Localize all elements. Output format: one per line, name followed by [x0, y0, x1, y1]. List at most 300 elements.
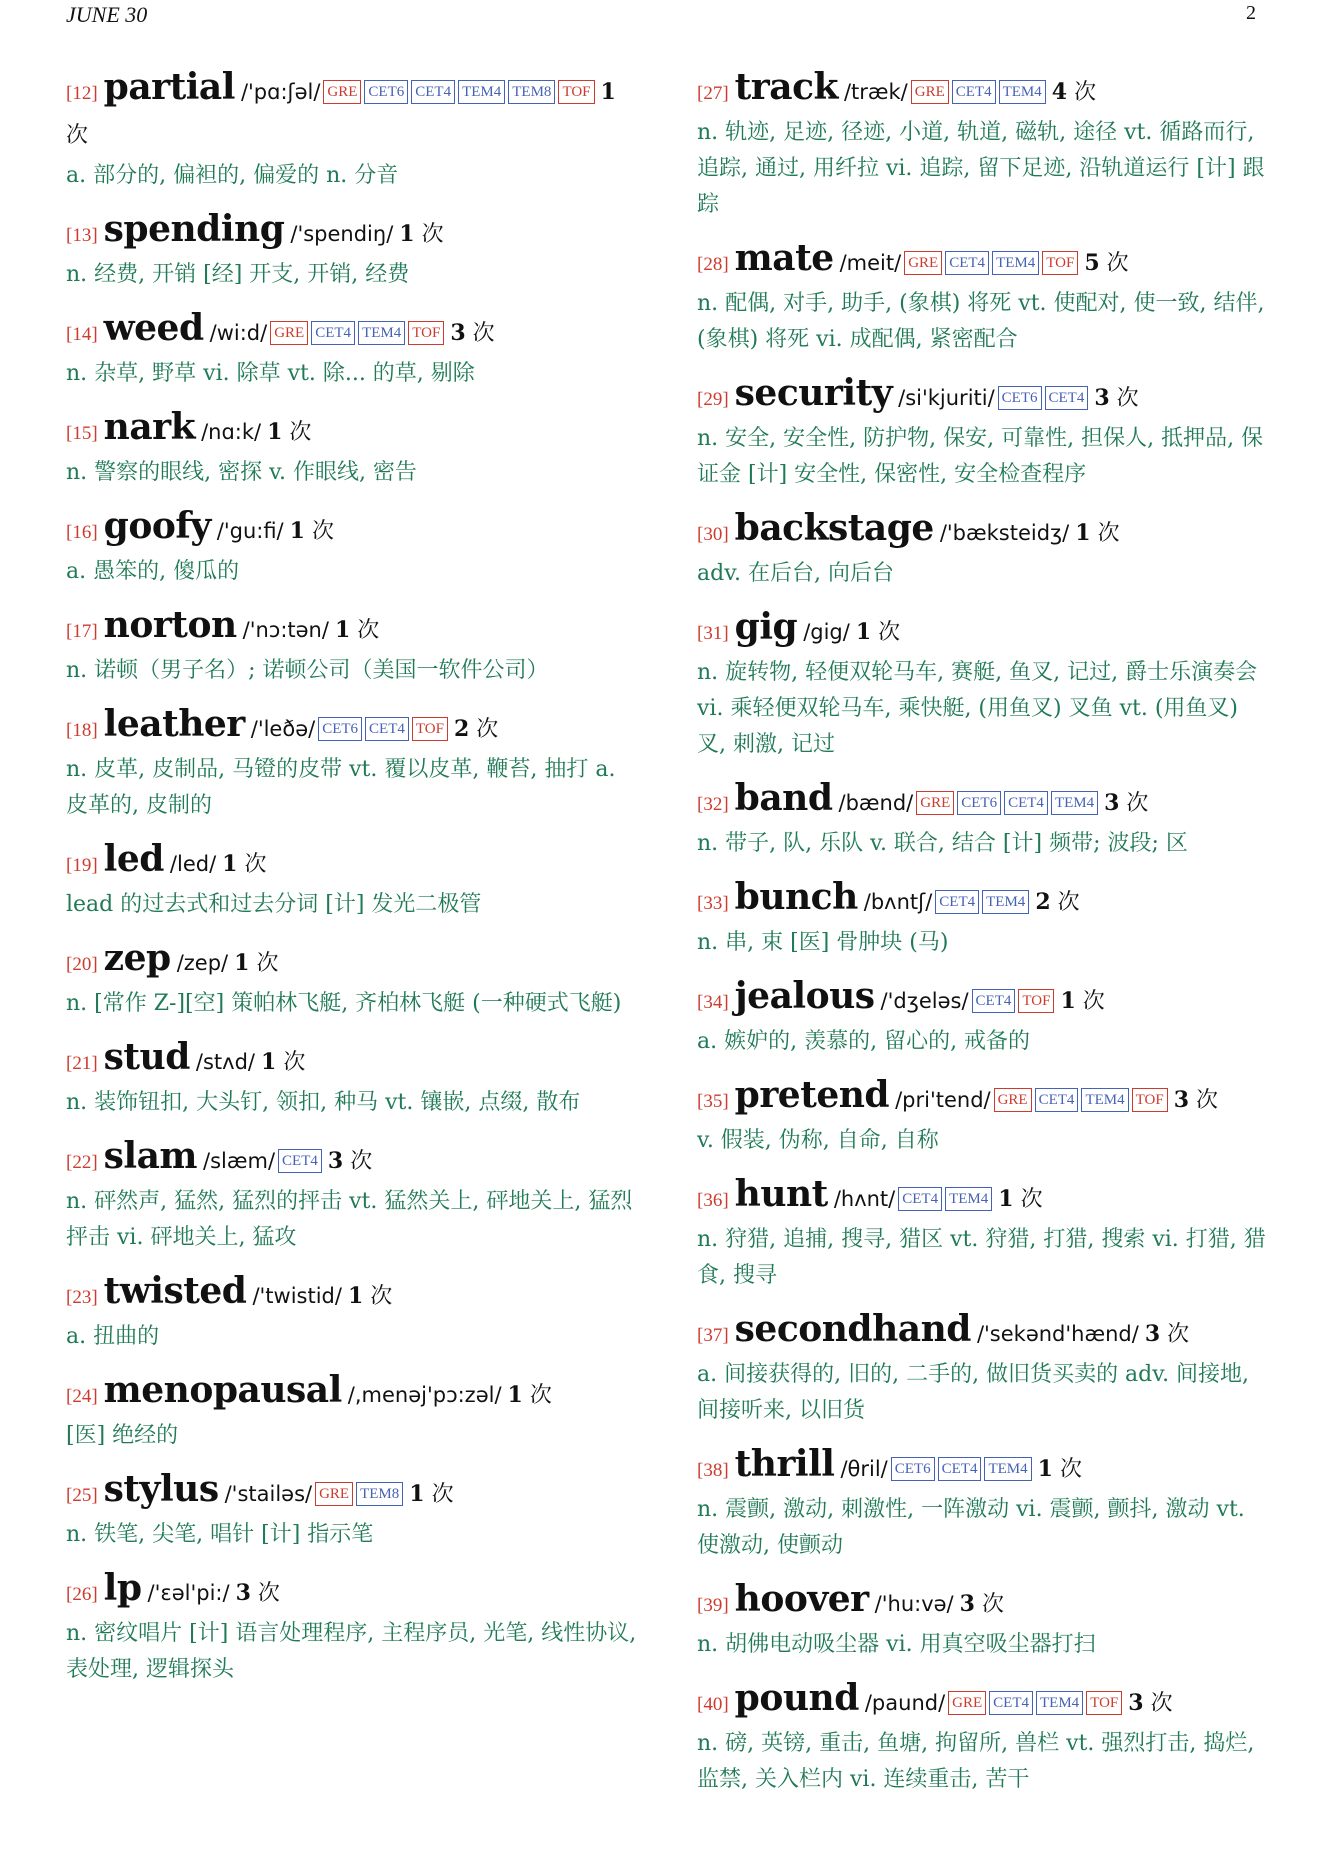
count-number: 1 — [222, 851, 238, 877]
word-entry — [697, 372, 1271, 493]
word-entry — [66, 604, 640, 689]
word-entry — [697, 1074, 1271, 1159]
count-unit: 次 — [370, 1284, 393, 1309]
entry-count — [1052, 80, 1096, 105]
entry-index: [13] — [66, 225, 98, 246]
entry-definition: a. 间接获得的, 旧的, 二手的, 做旧货买卖的 adv. 间接地, 间接听来, 以旧货 — [697, 1362, 1250, 1423]
entry-definition: a. 愚笨的, 傻瓜的 — [66, 559, 240, 584]
count-unit: 次 — [66, 123, 89, 148]
entry-headline — [66, 1369, 640, 1418]
entry-word: pound — [734, 1677, 859, 1719]
word-entry — [66, 1567, 640, 1688]
entry-headline — [697, 66, 1271, 115]
entry-word: band — [734, 777, 833, 819]
exam-tag: TEM4 — [358, 321, 405, 345]
entry-phonetic: /'bæksteidʒ/ — [939, 521, 1070, 545]
count-unit: 次 — [1082, 989, 1105, 1014]
count-number: 3 — [1144, 1321, 1161, 1347]
count-unit: 次 — [256, 951, 279, 976]
entry-index: [25] — [66, 1485, 98, 1506]
count-number: 1 — [409, 1481, 425, 1507]
entry-count — [1094, 386, 1138, 411]
entry-phonetic: /pri'tend/ — [895, 1088, 991, 1112]
entry-word: partial — [103, 66, 235, 108]
entry-count — [222, 852, 266, 877]
exam-tag: CET6 — [364, 80, 408, 104]
count-unit: 次 — [1116, 386, 1139, 411]
exam-tag: TOF — [558, 80, 594, 104]
entry-headline — [66, 505, 640, 554]
entry-count — [267, 420, 311, 445]
entry-definition: [医] 绝经的 — [66, 1423, 179, 1448]
entry-index: [30] — [697, 524, 729, 545]
entry-definition: n. 震颤, 激动, 刺激性, 一阵激动 vi. 震颤, 颤抖, 激动 vt. 使激动, 使颤动 — [697, 1497, 1245, 1558]
count-unit: 次 — [1150, 1691, 1173, 1716]
count-number: 3 — [1104, 790, 1120, 816]
entry-word: thrill — [734, 1443, 835, 1485]
exam-tag: TEM4 — [1036, 1691, 1083, 1715]
count-number: 3 — [1173, 1087, 1189, 1113]
count-number: 3 — [959, 1591, 975, 1617]
entry-index: [31] — [697, 623, 729, 644]
count-unit: 次 — [431, 1482, 454, 1507]
exam-tag: TOF — [1042, 251, 1078, 275]
count-number: 1 — [289, 518, 305, 544]
entry-word: menopausal — [103, 1369, 342, 1411]
entry-headline — [697, 1677, 1271, 1726]
word-entry — [697, 237, 1271, 358]
exam-tag: CET4 — [952, 80, 996, 104]
entry-headline — [697, 1074, 1271, 1123]
word-entry — [66, 1369, 640, 1454]
count-number: 1 — [399, 221, 415, 247]
word-entry — [697, 1677, 1271, 1798]
entry-word: led — [103, 838, 164, 880]
entry-headline — [697, 1308, 1271, 1357]
exam-tag: CET6 — [891, 1457, 935, 1481]
entry-index: [18] — [66, 720, 98, 741]
entry-count — [1060, 989, 1104, 1014]
count-number: 4 — [1051, 79, 1068, 105]
entry-word: gig — [734, 606, 798, 648]
right-column — [697, 66, 1271, 1798]
entry-phonetic: /'gu:fi/ — [216, 519, 284, 543]
word-entry — [66, 838, 640, 923]
entry-count — [1145, 1322, 1189, 1347]
entry-headline — [66, 307, 640, 356]
exam-tag: CET4 — [945, 251, 989, 275]
exam-tag: GRE — [911, 80, 949, 104]
page-header — [66, 0, 1256, 30]
entry-count — [236, 1581, 280, 1606]
entry-headline — [66, 1567, 640, 1616]
count-unit: 次 — [357, 618, 380, 643]
entry-headline — [66, 1036, 640, 1085]
entry-index: [27] — [697, 83, 729, 104]
entry-word: security — [734, 372, 893, 414]
count-unit: 次 — [1020, 1187, 1043, 1212]
entry-phonetic: /zep/ — [176, 951, 229, 975]
word-entry — [66, 307, 640, 392]
count-unit: 次 — [1097, 521, 1120, 546]
entry-word: nark — [103, 406, 196, 448]
count-number: 1 — [334, 617, 351, 643]
count-number: 3 — [1094, 385, 1110, 411]
entry-count — [1035, 890, 1079, 915]
count-unit: 次 — [1057, 890, 1080, 915]
entry-word: stylus — [103, 1468, 219, 1510]
entry-count — [1104, 791, 1148, 816]
entry-word: jealous — [734, 975, 875, 1017]
exam-tag: CET6 — [957, 791, 1001, 815]
exam-tag: CET4 — [411, 80, 455, 104]
entry-definition: n. 铁笔, 尖笔, 唱针 [计] 指示笔 — [66, 1522, 374, 1547]
entry-index: [16] — [66, 522, 98, 543]
entry-definition: n. [常作 Z-][空] 策帕林飞艇, 齐柏林飞艇 (一种硬式飞艇) — [66, 991, 622, 1016]
entry-definition: a. 部分的, 偏袒的, 偏爱的 n. 分音 — [66, 163, 399, 188]
entry-count — [1084, 251, 1128, 276]
exam-tag: GRE — [994, 1088, 1032, 1112]
exam-tag: CET4 — [1004, 791, 1048, 815]
entry-headline — [66, 1135, 640, 1184]
entry-definition: v. 假装, 伪称, 自命, 自称 — [697, 1128, 939, 1153]
entry-headline — [697, 606, 1271, 655]
entry-word: twisted — [103, 1270, 247, 1312]
word-entry — [697, 777, 1271, 862]
count-number: 5 — [1084, 250, 1100, 276]
entry-index: [35] — [697, 1091, 729, 1112]
entry-headline — [697, 372, 1271, 421]
entry-phonetic: /træk/ — [843, 80, 908, 104]
word-entry — [697, 507, 1271, 592]
count-unit: 次 — [472, 321, 495, 346]
entry-headline — [697, 975, 1271, 1024]
entry-definition: n. 磅, 英镑, 重击, 鱼塘, 拘留所, 兽栏 vt. 强烈打击, 捣烂, 监禁, 关入栏内 vi. 连续重击, 苦干 — [697, 1731, 1255, 1792]
count-unit: 次 — [350, 1149, 373, 1174]
entry-definition: n. 皮革, 皮制品, 马镫的皮带 vt. 覆以皮革, 鞭苔, 抽打 a. 皮革的, 皮制的 — [66, 757, 616, 818]
entry-phonetic: /'nɔ:tən/ — [242, 618, 329, 642]
exam-tag: GRE — [323, 80, 361, 104]
word-entry — [66, 703, 640, 824]
exam-tag: TOF — [408, 321, 444, 345]
exam-tag: GRE — [904, 251, 942, 275]
page-number: 2 — [1246, 2, 1256, 24]
entry-word: hoover — [734, 1578, 869, 1620]
count-number: 1 — [1060, 988, 1076, 1014]
word-entry — [697, 1443, 1271, 1564]
entry-definition: n. 胡佛电动吸尘器 vi. 用真空吸尘器打扫 — [697, 1632, 1096, 1657]
count-number: 3 — [450, 320, 466, 346]
count-unit: 次 — [1126, 791, 1149, 816]
entry-index: [20] — [66, 954, 98, 975]
entry-index: [38] — [697, 1460, 729, 1481]
entry-phonetic: /bænd/ — [838, 791, 914, 815]
entry-index: [28] — [697, 254, 729, 275]
entry-definition: n. 警察的眼线, 密探 v. 作眼线, 密告 — [66, 460, 417, 485]
exam-tag: CET4 — [278, 1149, 322, 1173]
word-entry — [66, 208, 640, 293]
exam-tag: CET4 — [365, 717, 409, 741]
entry-count — [450, 321, 494, 346]
entry-headline — [66, 703, 640, 752]
exam-tag: TEM4 — [458, 80, 505, 104]
entry-count — [856, 620, 900, 645]
entry-definition: adv. 在后台, 向后台 — [697, 561, 894, 586]
entry-phonetic: /led/ — [169, 852, 217, 876]
entry-phonetic: /slæm/ — [203, 1149, 276, 1173]
entry-word: stud — [103, 1036, 190, 1078]
entry-index: [15] — [66, 423, 98, 444]
entry-headline — [66, 1270, 640, 1319]
entry-definition: n. 配偶, 对手, 助手, (象棋) 将死 vt. 使配对, 使一致, 结伴, (象棋) 将死 vi. 成配偶, 紧密配合 — [697, 291, 1265, 352]
entry-count — [399, 222, 443, 247]
exam-tag: CET4 — [1045, 386, 1089, 410]
word-entry — [697, 975, 1271, 1060]
entry-index: [39] — [697, 1595, 729, 1616]
entry-word: mate — [734, 237, 834, 279]
entry-index: [33] — [697, 893, 729, 914]
exam-tag: TOF — [1086, 1691, 1122, 1715]
entry-word: norton — [103, 604, 237, 646]
entry-index: [17] — [66, 621, 98, 642]
entry-index: [19] — [66, 855, 98, 876]
exam-tag: TEM4 — [999, 80, 1046, 104]
count-unit: 次 — [257, 1581, 280, 1606]
count-unit: 次 — [1074, 80, 1097, 105]
entry-count — [290, 519, 334, 544]
exam-tag: TOF — [412, 717, 448, 741]
exam-tag: GRE — [916, 791, 954, 815]
exam-tag: CET6 — [318, 717, 362, 741]
entry-index: [34] — [697, 992, 729, 1013]
exam-tag: TOF — [1132, 1088, 1168, 1112]
entry-phonetic: /'leðə/ — [250, 717, 316, 741]
count-unit: 次 — [1059, 1457, 1082, 1482]
entry-index: [23] — [66, 1287, 98, 1308]
entry-definition: n. 诺顿（男子名）; 诺顿公司（美国一软件公司） — [66, 658, 549, 683]
word-entry — [697, 606, 1271, 763]
exam-tag: CET4 — [938, 1457, 982, 1481]
entry-definition: n. 密纹唱片 [计] 语言处理程序, 主程序员, 光笔, 线性协议, 表处理, 逻辑探头 — [66, 1621, 637, 1682]
exam-tag: CET4 — [935, 890, 979, 914]
exam-tag: CET4 — [311, 321, 355, 345]
entry-count — [328, 1149, 372, 1174]
exam-tag: TEM4 — [982, 890, 1029, 914]
entry-index: [29] — [697, 389, 729, 410]
entry-headline — [697, 777, 1271, 826]
entry-headline — [66, 604, 640, 653]
count-unit: 次 — [421, 222, 444, 247]
word-entry — [66, 505, 640, 590]
count-unit: 次 — [289, 420, 312, 445]
count-unit: 次 — [529, 1383, 552, 1408]
entry-phonetic: /θril/ — [840, 1457, 888, 1481]
count-number: 3 — [235, 1580, 251, 1606]
entry-phonetic: /bʌntʃ/ — [863, 890, 933, 914]
entry-count — [1075, 521, 1119, 546]
word-entry — [66, 1270, 640, 1355]
entry-index: [12] — [66, 83, 98, 104]
entry-phonetic: /'pɑ:ʃəl/ — [240, 80, 321, 104]
count-unit: 次 — [878, 620, 901, 645]
entry-phonetic: /nɑ:k/ — [201, 420, 262, 444]
entry-index: [40] — [697, 1694, 729, 1715]
exam-tag: CET4 — [898, 1187, 942, 1211]
word-entry — [66, 1036, 640, 1121]
exam-tag: TEM4 — [1081, 1088, 1128, 1112]
entry-phonetic: /meit/ — [839, 251, 902, 275]
count-number: 3 — [1128, 1690, 1144, 1716]
entry-index: [32] — [697, 794, 729, 815]
entry-definition: n. 带子, 队, 乐队 v. 联合, 结合 [计] 频带; 波段; 区 — [697, 831, 1188, 856]
word-entry — [66, 937, 640, 1022]
count-number: 1 — [267, 419, 283, 445]
entry-definition: n. 经费, 开销 [经] 开支, 开销, 经费 — [66, 262, 410, 287]
word-entry — [66, 1135, 640, 1256]
entry-phonetic: /paund/ — [864, 1691, 946, 1715]
word-entry — [697, 66, 1271, 223]
left-column — [66, 66, 640, 1688]
entry-definition: n. 串, 束 [医] 骨肿块 (马) — [697, 930, 949, 955]
exam-tag: GRE — [315, 1482, 353, 1506]
entry-word: zep — [103, 937, 171, 979]
entry-headline — [66, 66, 640, 158]
exam-tag: TEM8 — [508, 80, 555, 104]
word-entry — [66, 406, 640, 491]
entry-definition: lead 的过去式和过去分词 [计] 发光二极管 — [66, 892, 482, 917]
exam-tag: CET4 — [989, 1691, 1033, 1715]
entry-index: [14] — [66, 324, 98, 345]
entry-word: weed — [103, 307, 204, 349]
entry-definition: n. 杂草, 野草 vi. 除草 vt. 除... 的草, 剔除 — [66, 361, 475, 386]
count-number: 1 — [600, 79, 616, 105]
entry-index: [37] — [697, 1325, 729, 1346]
count-unit: 次 — [311, 519, 334, 544]
entry-phonetic: /'stailəs/ — [224, 1482, 313, 1506]
entry-phonetic: /'twistid/ — [252, 1284, 342, 1308]
entry-word: spending — [103, 208, 285, 250]
entry-index: [36] — [697, 1190, 729, 1211]
count-number: 2 — [1035, 889, 1051, 915]
entry-definition: n. 轨迹, 足迹, 径迹, 小道, 轨道, 磁轨, 途径 vt. 循路而行, 追踪, 通过, 用纤拉 vi. 追踪, 留下足迹, 沿轨道运行 [计] 跟踪 — [697, 120, 1265, 217]
entry-headline — [697, 876, 1271, 925]
entry-count — [454, 717, 498, 742]
entry-count — [998, 1187, 1042, 1212]
entry-phonetic: /stʌd/ — [195, 1050, 255, 1074]
entry-definition: n. 狩猎, 追捕, 搜寻, 猎区 vt. 狩猎, 打猎, 搜索 vi. 打猎, 猎食, 搜寻 — [697, 1227, 1266, 1288]
entry-definition: a. 嫉妒的, 羡慕的, 留心的, 戒备的 — [697, 1029, 1031, 1054]
entry-word: lp — [103, 1567, 142, 1609]
entry-count — [234, 951, 278, 976]
entry-headline — [66, 838, 640, 887]
entry-count — [261, 1050, 305, 1075]
entry-word: slam — [103, 1135, 198, 1177]
entry-word: hunt — [734, 1173, 828, 1215]
exam-tag: CET4 — [1035, 1088, 1079, 1112]
entry-headline — [697, 1443, 1271, 1492]
entry-phonetic: /gig/ — [803, 620, 850, 644]
entry-phonetic: /hʌnt/ — [833, 1187, 896, 1211]
entry-headline — [66, 937, 640, 986]
entry-index: [22] — [66, 1152, 98, 1173]
count-number: 2 — [453, 716, 470, 742]
exam-tag: TEM4 — [992, 251, 1039, 275]
entry-headline — [697, 1578, 1271, 1627]
count-unit: 次 — [283, 1050, 306, 1075]
entry-phonetic: /'sekənd'hænd/ — [976, 1322, 1139, 1346]
entry-definition: n. 装饰钮扣, 大头钉, 领扣, 种马 vt. 镶嵌, 点缀, 散布 — [66, 1090, 581, 1115]
entry-definition: n. 旋转物, 轻便双轮马车, 赛艇, 鱼叉, 记过, 爵士乐演奏会 vi. 乘轻便双轮马车, 乘快艇, (用鱼叉) 叉鱼 vt. (用鱼叉) 叉, 刺激, 记过 — [697, 660, 1258, 757]
count-unit: 次 — [476, 717, 499, 742]
count-number: 1 — [261, 1049, 277, 1075]
entry-phonetic: /'dʒeləs/ — [880, 989, 969, 1013]
entry-word: goofy — [103, 505, 211, 547]
entry-phonetic: /si'kjuriti/ — [898, 386, 995, 410]
entry-index: [24] — [66, 1386, 98, 1407]
count-number: 1 — [998, 1186, 1014, 1212]
entry-word: bunch — [734, 876, 858, 918]
count-number: 1 — [1075, 520, 1091, 546]
exam-tag: CET4 — [972, 989, 1016, 1013]
entry-headline — [697, 237, 1271, 286]
entry-index: [21] — [66, 1053, 98, 1074]
entry-definition: a. 扭曲的 — [66, 1324, 160, 1349]
word-entry — [697, 876, 1271, 961]
entry-word: leather — [103, 703, 245, 745]
entry-phonetic: /'ɛəl'pi:/ — [147, 1581, 230, 1605]
entry-phonetic: /'hu:və/ — [874, 1592, 954, 1616]
exam-tag: TEM8 — [356, 1482, 403, 1506]
entry-headline — [697, 507, 1271, 556]
entry-headline — [66, 208, 640, 257]
entry-count — [1038, 1457, 1082, 1482]
word-entry — [697, 1308, 1271, 1429]
entry-definition: n. 砰然声, 猛然, 猛烈的抨击 vt. 猛然关上, 砰地关上, 猛烈抨击 vi. 砰地关上, 猛攻 — [66, 1189, 633, 1250]
count-unit: 次 — [981, 1592, 1004, 1617]
exam-tag: TEM4 — [984, 1457, 1031, 1481]
entry-count — [1128, 1691, 1172, 1716]
entry-count — [348, 1284, 392, 1309]
entry-headline — [66, 406, 640, 455]
word-entry — [66, 66, 640, 194]
exam-tag: TEM4 — [945, 1187, 992, 1211]
count-number: 1 — [234, 950, 250, 976]
entry-index: [26] — [66, 1584, 98, 1605]
entry-word: backstage — [734, 507, 934, 549]
entry-word: track — [734, 66, 838, 108]
exam-tag: CET6 — [998, 386, 1042, 410]
exam-tag: GRE — [270, 321, 308, 345]
entry-headline — [66, 1468, 640, 1517]
count-unit: 次 — [1106, 251, 1129, 276]
entry-headline — [697, 1173, 1271, 1222]
exam-tag: GRE — [948, 1691, 986, 1715]
entry-definition: n. 安全, 安全性, 防护物, 保安, 可靠性, 担保人, 抵押品, 保证金 [计] 安全性, 保密性, 安全检查程序 — [697, 426, 1264, 487]
word-entry — [66, 1468, 640, 1553]
entry-count — [960, 1592, 1004, 1617]
count-number: 1 — [855, 619, 872, 645]
entry-word: pretend — [734, 1074, 890, 1116]
page-date: JUNE 30 — [66, 2, 148, 27]
entry-phonetic: /wi:d/ — [209, 321, 268, 345]
word-entry — [697, 1578, 1271, 1663]
entry-phonetic: /,menəj'pɔ:zəl/ — [347, 1383, 502, 1407]
entry-count — [409, 1482, 453, 1507]
count-unit: 次 — [1196, 1088, 1219, 1113]
entry-phonetic: /'spendiŋ/ — [290, 222, 394, 246]
count-number: 1 — [507, 1382, 523, 1408]
exam-tag: TOF — [1018, 989, 1054, 1013]
